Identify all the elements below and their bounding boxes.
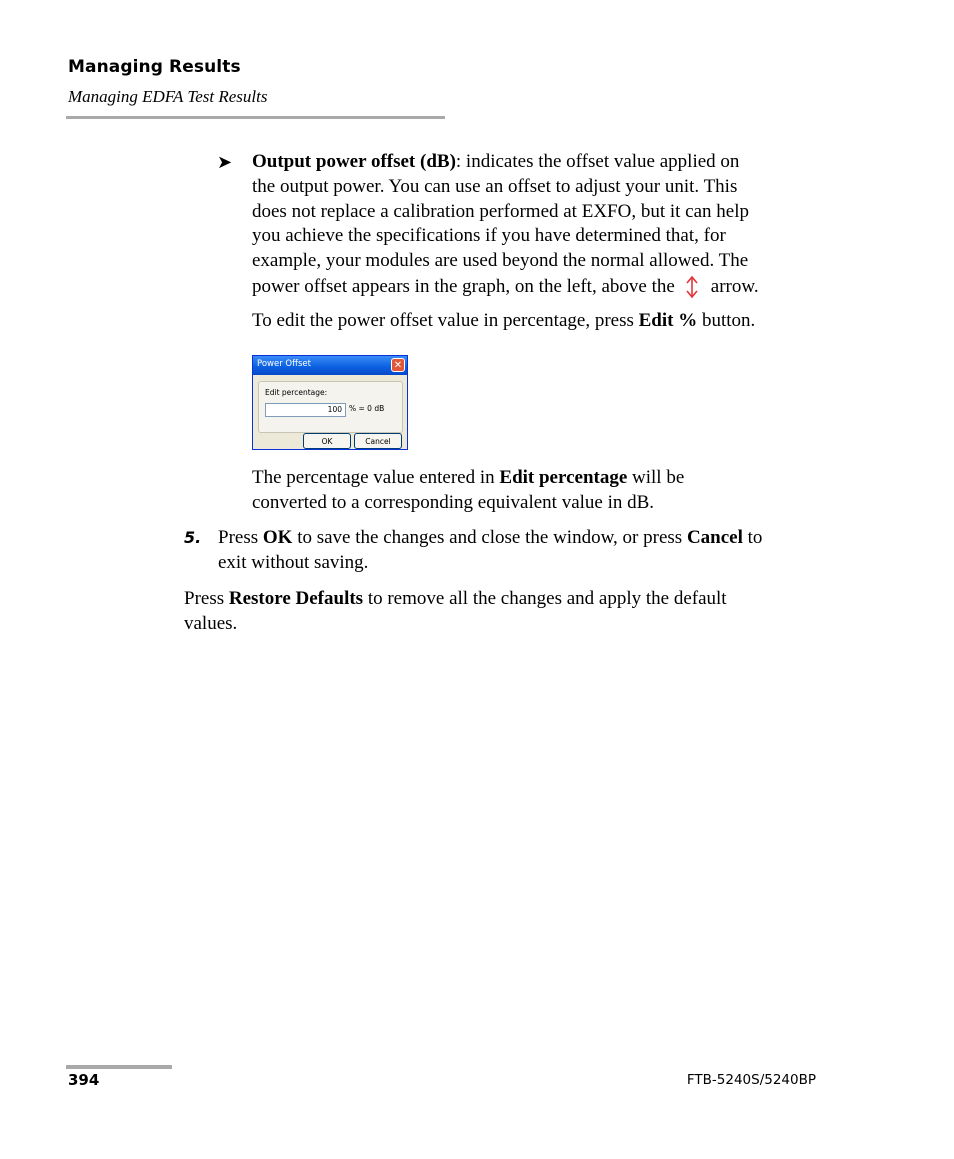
- header-divider: [66, 116, 445, 119]
- ok-button: OK: [303, 433, 351, 449]
- bullet-arrow-icon: ➤: [217, 152, 233, 173]
- power-offset-dialog-screenshot: [252, 355, 408, 450]
- product-name: FTB-5240S/5240BP: [686, 1072, 816, 1088]
- bullet-line-2: the output power. You can use an offset to adjust your unit. This: [252, 175, 738, 197]
- edit-percentage-label: Edit percentage:: [265, 388, 328, 397]
- bullet-line-3: does not replace a calibration performed at EXFO, but it can help: [252, 200, 749, 222]
- edit-percentage-input: 100: [265, 403, 346, 417]
- bullet-line-5: example, your modules are used beyond the normal allowed. The: [252, 250, 749, 272]
- step-number: 5.: [184, 528, 202, 547]
- close-icon: ✕: [391, 358, 405, 372]
- vertical-double-arrow-icon: [681, 274, 703, 300]
- running-header-subtitle: Managing EDFA Test Results: [68, 87, 268, 106]
- percentage-note: The percentage value entered in Edit percentage will be converted to a corresponding equivalent value in dB.: [252, 467, 685, 513]
- restore-defaults-paragraph: Press Restore Defaults to remove all the changes and apply the default values.: [184, 588, 727, 634]
- bullet-line-1: Output power offset (dB): indicates the offset value applied on: [252, 151, 740, 172]
- bullet-line-4: you achieve the specifications if you have determined that, for: [252, 225, 726, 247]
- footer-divider: [66, 1065, 172, 1069]
- percent-db-readout: % = 0 dB: [349, 404, 385, 413]
- bullet-line-6: power offset appears in the graph, on the left, above the arrow.: [252, 274, 832, 300]
- step-5-text: Press OK to save the changes and close the window, or press Cancel to exit without saving.: [218, 527, 763, 573]
- cancel-button: Cancel: [354, 433, 402, 449]
- bullet-term: Output power offset (dB): [252, 151, 456, 172]
- dialog-group-box: [258, 381, 403, 433]
- bullet-paragraph: [252, 150, 832, 300]
- running-header-title: Managing Results: [68, 57, 241, 77]
- edit-percent-note: To edit the power offset value in percentage, press Edit % button.: [252, 310, 756, 331]
- page-number: 394: [68, 1071, 100, 1089]
- dialog-title: Power Offset: [257, 359, 311, 369]
- dialog-titlebar: [253, 356, 407, 375]
